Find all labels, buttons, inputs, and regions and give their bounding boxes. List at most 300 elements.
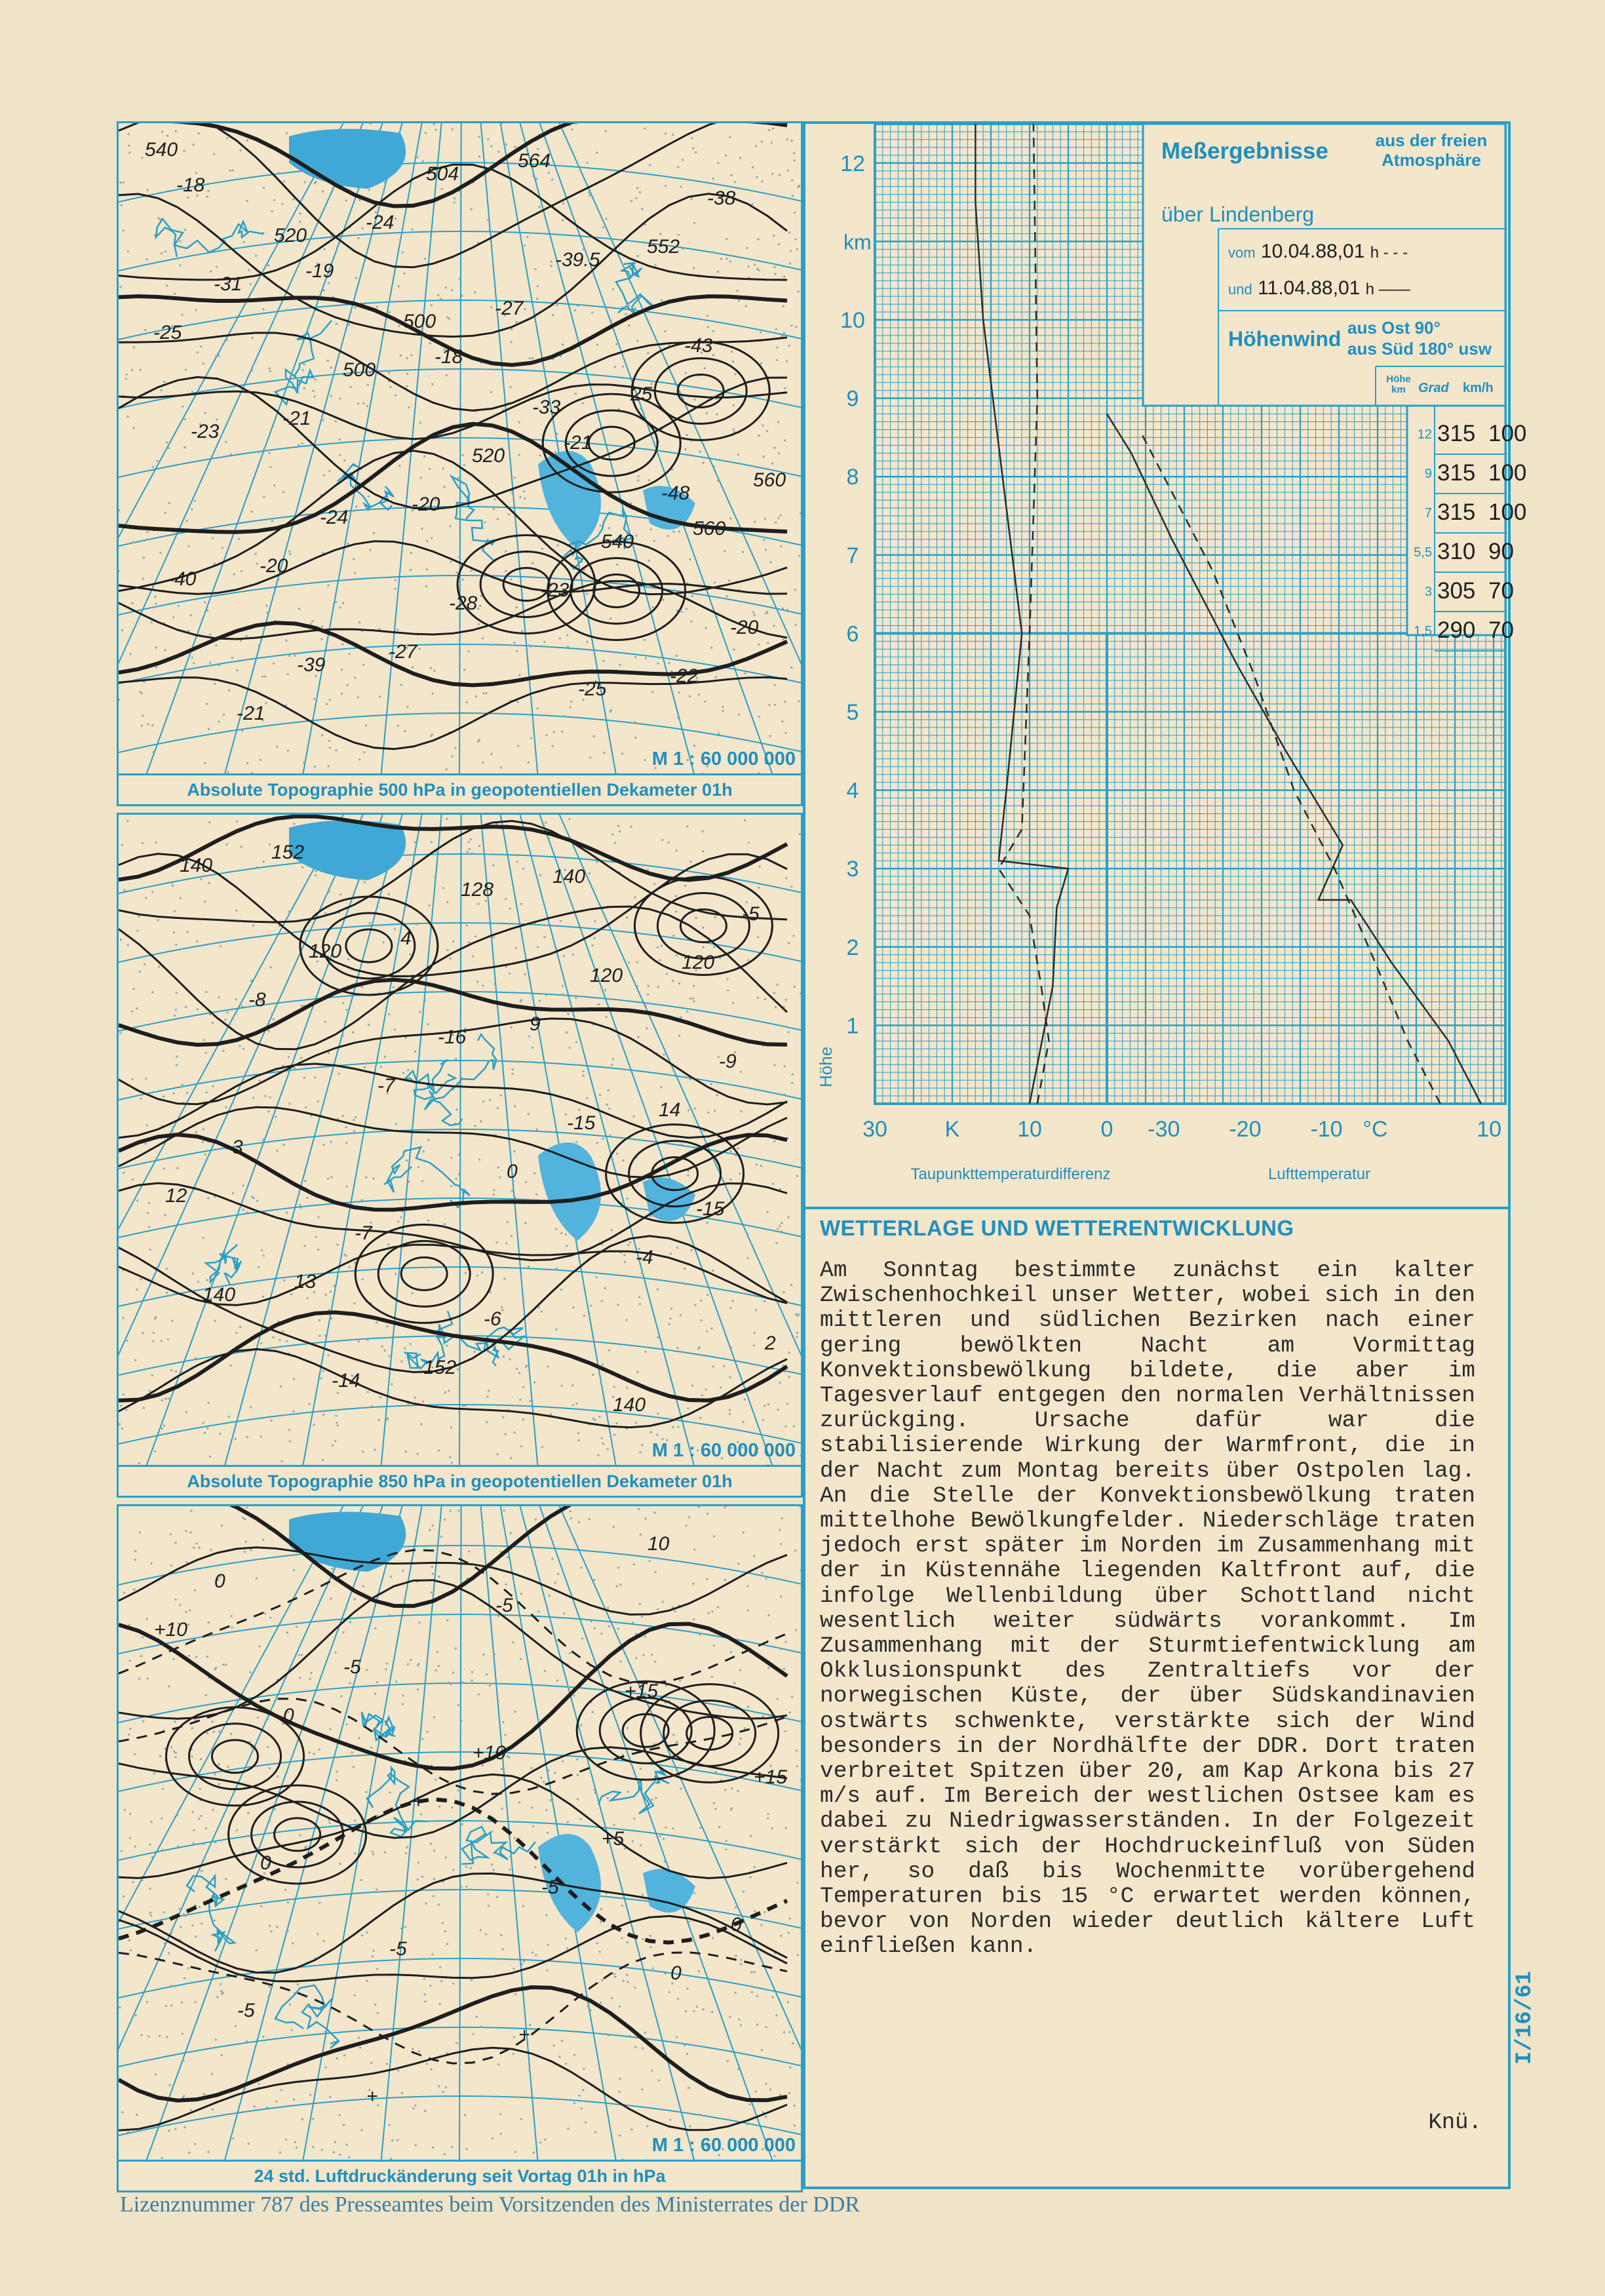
land-dot	[191, 1755, 193, 1757]
land-dot	[790, 1284, 792, 1286]
land-dot	[266, 612, 268, 613]
land-dot	[525, 1366, 527, 1368]
isoline-label: -16	[438, 1026, 467, 1048]
land-dot	[602, 226, 604, 228]
land-dot	[433, 1850, 435, 1852]
land-dot	[226, 137, 228, 139]
land-dot	[389, 386, 391, 388]
land-dot	[209, 662, 211, 664]
land-dot	[248, 269, 250, 271]
land-dot	[742, 1421, 744, 1423]
land-dot	[134, 1753, 136, 1755]
land-dot	[511, 1026, 512, 1028]
longitude-line	[145, 123, 383, 779]
land-dot	[149, 1249, 151, 1251]
land-dot	[185, 1530, 187, 1532]
land-dot	[212, 2109, 214, 2111]
isoline-label: -23	[541, 579, 570, 601]
y-tick-label: 3	[846, 857, 859, 882]
land-dot	[635, 197, 637, 199]
land-dot	[528, 1266, 530, 1268]
land-dot	[155, 646, 157, 648]
land-dot	[336, 1409, 338, 1411]
isoline-label: 540	[145, 139, 178, 161]
land-dot	[152, 1340, 154, 1342]
land-dot	[640, 1534, 642, 1536]
land-dot	[752, 166, 754, 168]
date1-value: 10.04.88,01	[1260, 241, 1365, 262]
land-dot	[287, 1901, 289, 1903]
land-dot	[124, 1809, 126, 1811]
land-dot	[727, 2060, 729, 2062]
land-dot	[578, 1439, 580, 1441]
land-dot	[717, 480, 719, 482]
land-dot	[788, 231, 790, 233]
land-dot	[657, 1289, 659, 1291]
land-dot	[208, 821, 210, 823]
land-dot	[393, 986, 395, 988]
land-dot	[262, 308, 264, 310]
land-dot	[164, 1943, 166, 1945]
isoline-label: -3	[225, 1137, 243, 1158]
land-dot	[241, 846, 242, 847]
land-dot	[461, 1823, 463, 1825]
isoline-label: -24	[320, 507, 349, 528]
land-dot	[693, 1000, 695, 1002]
land-dot	[144, 539, 145, 541]
land-dot	[714, 916, 716, 918]
land-dot	[589, 2009, 591, 2011]
col-height: Höhe km	[1386, 374, 1411, 395]
land-dot	[794, 1549, 796, 1551]
land-dot	[529, 357, 531, 359]
land-dot	[313, 698, 315, 700]
land-dot	[764, 518, 766, 520]
land-dot	[405, 1852, 407, 1854]
land-dot	[244, 1551, 246, 1553]
land-dot	[754, 1332, 756, 1334]
land-dot	[520, 1658, 522, 1660]
land-dot	[386, 2063, 388, 2065]
land-dot	[657, 1336, 659, 1338]
land-dot	[429, 468, 431, 470]
land-dot	[121, 629, 123, 631]
land-dot	[500, 1038, 502, 1040]
land-dot	[345, 1607, 347, 1609]
land-dot	[750, 1835, 752, 1837]
land-dot	[431, 1953, 433, 1955]
land-dot	[532, 175, 534, 177]
isoline-label: 2	[765, 1333, 776, 1354]
land-dot	[607, 1448, 609, 1450]
land-dot	[421, 1738, 423, 1740]
land-dot	[536, 1129, 538, 1131]
land-dot	[731, 1807, 733, 1809]
isoline-label: -27	[495, 298, 524, 319]
sounding-chart	[803, 121, 1527, 1209]
land-dot	[686, 1011, 688, 1013]
land-dot	[368, 496, 370, 497]
isoline-label: 520	[274, 225, 307, 246]
land-dot	[417, 1688, 419, 1690]
land-dot	[490, 391, 492, 393]
land-dot	[777, 1228, 779, 1230]
land-dot	[126, 1340, 128, 1342]
land-dot	[119, 286, 121, 288]
land-dot	[567, 1821, 569, 1823]
land-dot	[712, 1937, 714, 1939]
land-dot	[692, 998, 694, 1000]
land-dot	[255, 255, 257, 257]
land-dot	[465, 1886, 467, 1888]
land-dot	[773, 1064, 775, 1066]
land-dot	[599, 1094, 601, 1096]
land-dot	[491, 644, 493, 646]
land-dot	[215, 355, 217, 357]
land-dot	[315, 870, 317, 872]
land-dot	[592, 1374, 594, 1376]
land-dot	[439, 2003, 441, 2005]
land-dot	[214, 683, 216, 685]
land-dot	[687, 2087, 689, 2089]
land-dot	[332, 1445, 334, 1447]
land-dot	[539, 2141, 541, 2143]
land-dot	[653, 539, 655, 541]
land-dot	[287, 673, 289, 675]
land-dot	[706, 1578, 708, 1580]
land-dot	[764, 539, 765, 541]
land-dot	[528, 762, 530, 764]
land-dot	[724, 1789, 726, 1791]
land-dot	[294, 655, 296, 657]
land-dot	[262, 1539, 264, 1541]
land-dot	[627, 1791, 629, 1793]
land-dot	[328, 740, 330, 742]
land-dot	[785, 1641, 787, 1643]
land-dot	[622, 1979, 624, 1981]
isoline-label: 140	[552, 866, 586, 887]
land-dot	[755, 1309, 757, 1311]
land-dot	[198, 1818, 200, 1819]
land-dot	[559, 2055, 561, 2057]
land-dot	[170, 2004, 172, 2006]
land-dot	[262, 2036, 264, 2038]
land-dot	[528, 644, 530, 646]
land-dot	[754, 263, 756, 265]
land-dot	[211, 2073, 213, 2075]
pressure-centre	[687, 1717, 733, 1749]
land-dot	[191, 1924, 193, 1926]
land-dot	[509, 386, 511, 388]
map-scale: M 1 : 60 000 000	[651, 749, 796, 769]
land-dot	[147, 1212, 149, 1214]
land-dot	[121, 204, 123, 206]
land-dot	[406, 385, 408, 387]
wind-height: 9	[1424, 467, 1432, 481]
land-dot	[682, 248, 684, 250]
longitude-line	[481, 815, 538, 1470]
land-dot	[267, 1717, 269, 1719]
land-dot	[288, 551, 290, 553]
wind-height: 7	[1424, 506, 1432, 520]
land-dot	[545, 1809, 547, 1811]
land-dot	[263, 861, 265, 863]
land-dot	[712, 330, 714, 332]
land-dot	[581, 2107, 583, 2109]
land-dot	[338, 1073, 340, 1075]
land-dot	[672, 935, 674, 937]
land-dot	[222, 1664, 224, 1665]
land-dot	[501, 1768, 503, 1770]
land-dot	[699, 1633, 701, 1635]
land-dot	[175, 944, 177, 946]
land-dot	[206, 1656, 208, 1658]
isoline-label: -9	[719, 1051, 737, 1072]
land-dot	[339, 2154, 341, 2156]
land-dot	[511, 492, 513, 494]
land-dot	[610, 319, 612, 321]
land-dot	[796, 1336, 798, 1338]
land-dot	[668, 842, 670, 844]
land-dot	[191, 657, 193, 659]
land-dot	[171, 882, 173, 884]
land-dot	[191, 1727, 193, 1729]
land-dot	[771, 1996, 773, 1998]
land-dot	[193, 1829, 195, 1831]
land-dot	[446, 317, 448, 319]
isoline-label: -5	[237, 2000, 255, 2021]
land-dot	[555, 1329, 557, 1331]
land-dot	[497, 1700, 499, 1702]
land-dot	[412, 2107, 414, 2109]
land-dot	[239, 1326, 241, 1328]
land-dot	[482, 1764, 484, 1766]
land-dot	[535, 268, 537, 270]
land-dot	[537, 707, 539, 709]
land-dot	[177, 1846, 179, 1848]
map-500hpa-drawing	[119, 123, 803, 779]
land-dot	[790, 324, 792, 326]
land-dot	[362, 1278, 364, 1280]
land-dot	[339, 397, 341, 399]
isoline	[119, 123, 787, 267]
land-dot	[361, 1934, 363, 1936]
pressure-centre	[623, 1714, 668, 1747]
land-dot	[678, 983, 680, 984]
land-dot	[330, 1291, 332, 1293]
land-dot	[176, 1167, 178, 1169]
land-dot	[150, 1915, 152, 1917]
land-dot	[691, 595, 693, 597]
land-dot	[514, 1711, 516, 1713]
land-dot	[329, 699, 331, 701]
land-dot	[695, 917, 697, 919]
land-dot	[788, 345, 790, 347]
land-dot	[555, 1228, 557, 1230]
land-dot	[194, 1719, 196, 1721]
land-dot	[572, 1306, 574, 1308]
land-dot	[567, 646, 569, 648]
land-dot	[163, 1167, 164, 1169]
land-dot	[511, 1890, 512, 1892]
land-dot	[638, 1296, 640, 1298]
land-dot	[533, 1382, 535, 1384]
land-dot	[532, 562, 533, 564]
land-dot	[466, 701, 468, 703]
land-dot	[132, 1178, 134, 1180]
land-dot	[471, 852, 473, 854]
land-dot	[225, 441, 227, 443]
wind-speed: 90	[1488, 539, 1514, 564]
land-dot	[713, 1802, 715, 1804]
land-dot	[493, 1653, 495, 1655]
land-dot	[123, 1172, 125, 1174]
land-dot	[419, 648, 421, 650]
land-dot	[791, 179, 793, 181]
land-dot	[609, 617, 611, 619]
land-dot	[722, 705, 724, 707]
land-dot	[123, 1591, 125, 1593]
land-dot	[515, 947, 517, 949]
land-dot	[684, 885, 686, 887]
land-dot	[454, 197, 455, 199]
land-dot	[645, 1517, 647, 1519]
land-dot	[337, 1424, 339, 1426]
land-dot	[545, 994, 547, 996]
land-dot	[476, 2016, 478, 2018]
land-dot	[431, 841, 433, 843]
land-dot	[795, 1313, 797, 1315]
land-dot	[505, 1433, 507, 1435]
land-dot	[490, 752, 492, 754]
land-dot	[732, 360, 734, 362]
land-dot	[128, 1734, 130, 1736]
land-dot	[301, 442, 303, 444]
land-dot	[432, 693, 434, 695]
land-dot	[654, 1511, 656, 1513]
land-dot	[154, 596, 156, 598]
land-dot	[153, 1772, 155, 1774]
land-dot	[649, 1935, 651, 1937]
land-dot	[321, 734, 323, 736]
isoline-label: -28	[449, 593, 478, 614]
land-dot	[474, 1125, 476, 1127]
land-dot	[274, 1808, 276, 1810]
land-dot	[699, 1827, 701, 1829]
land-dot	[715, 1771, 717, 1773]
land-dot	[126, 374, 128, 376]
land-dot	[489, 229, 491, 231]
land-dot	[204, 762, 206, 764]
land-dot	[729, 1413, 731, 1415]
land-dot	[329, 1822, 331, 1824]
land-dot	[166, 1268, 168, 1270]
land-dot	[500, 767, 502, 769]
land-dot	[509, 973, 511, 975]
land-dot	[301, 1654, 303, 1656]
land-dot	[300, 1057, 302, 1059]
land-dot	[229, 170, 231, 172]
land-dot	[606, 218, 608, 220]
land-dot	[329, 2096, 331, 2098]
land-dot	[712, 178, 714, 180]
land-dot	[677, 166, 679, 168]
land-dot	[706, 1513, 708, 1515]
land-dot	[254, 2105, 256, 2107]
land-dot	[524, 497, 526, 499]
land-dot	[575, 1141, 577, 1143]
land-dot	[311, 620, 313, 622]
land-dot	[271, 520, 273, 522]
land-dot	[753, 1555, 755, 1557]
isoline-label: 120	[682, 952, 715, 973]
land-dot	[578, 1521, 580, 1523]
land-dot	[223, 714, 225, 716]
land-dot	[515, 321, 517, 323]
land-dot	[390, 1576, 392, 1578]
land-dot	[271, 1930, 273, 1932]
isoline-label: -18	[176, 174, 205, 196]
land-dot	[187, 545, 189, 547]
land-dot	[225, 1106, 227, 1108]
land-dot	[462, 1405, 464, 1407]
land-dot	[312, 390, 314, 392]
land-dot	[589, 756, 591, 758]
land-dot	[276, 1926, 278, 1928]
land-dot	[182, 2033, 184, 2034]
land-dot	[635, 1657, 637, 1659]
land-dot	[654, 1661, 656, 1663]
land-dot	[663, 1053, 665, 1055]
land-dot	[523, 1960, 525, 1962]
land-dot	[301, 2118, 303, 2120]
land-dot	[707, 1112, 709, 1114]
land-dot	[496, 1896, 498, 1898]
land-dot	[509, 1358, 511, 1360]
land-dot	[267, 264, 269, 266]
land-dot	[400, 355, 402, 357]
land-dot	[221, 1993, 223, 1995]
land-dot	[660, 1086, 662, 1088]
land-dot	[261, 676, 263, 678]
land-dot	[699, 1346, 701, 1348]
land-dot	[119, 182, 121, 184]
land-dot	[644, 128, 646, 130]
land-dot	[707, 326, 709, 328]
land-dot	[368, 189, 370, 191]
isoline-label: 0	[731, 1914, 742, 1936]
land-dot	[300, 1835, 301, 1837]
land-dot	[482, 762, 484, 764]
x-tick-label: 10	[1017, 1117, 1042, 1142]
land-dot	[444, 2153, 446, 2155]
land-dot	[560, 1289, 562, 1291]
land-dot	[230, 1733, 232, 1735]
land-dot	[758, 716, 760, 718]
land-dot	[146, 1677, 148, 1679]
isoline-label: 140	[203, 1284, 236, 1306]
land-dot	[534, 1866, 536, 1868]
land-dot	[404, 730, 406, 732]
land-dot	[213, 153, 215, 155]
land-dot	[769, 2088, 771, 2090]
land-dot	[230, 454, 232, 456]
land-dot	[733, 404, 735, 406]
land-dot	[644, 1635, 646, 1637]
land-dot	[170, 1932, 172, 1934]
land-dot	[220, 945, 222, 947]
land-dot	[145, 897, 147, 899]
